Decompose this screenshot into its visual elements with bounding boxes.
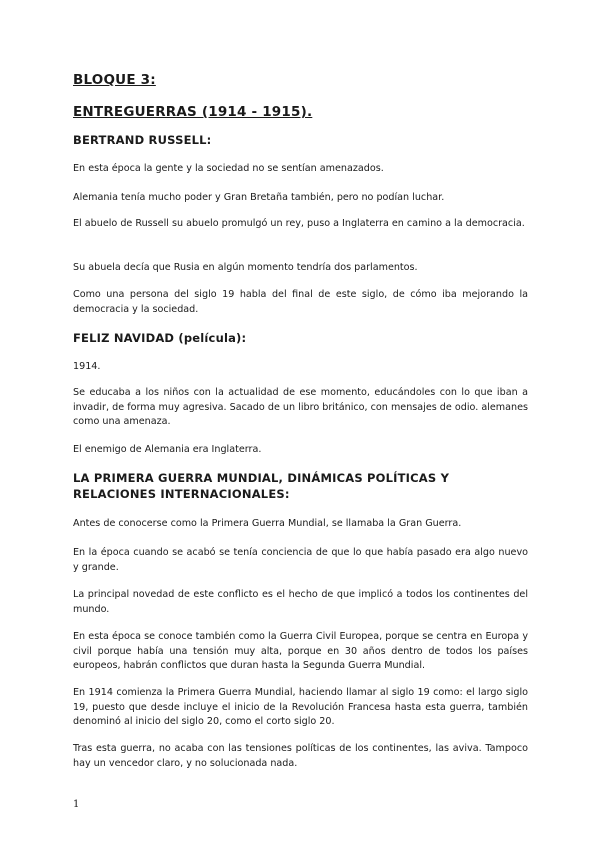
- paragraph: En esta época se conoce también como la Guerra Civil Europea, porque se centra en Europa y civil porque había una tensión muy alta, porque en 30 años dentro de todos los países europeos, habrán conflictos que duran hasta la Segunda Guerra Mundial.: [73, 631, 528, 672]
- paragraph: Se educaba a los niños con la actualidad de ese momento, educándoles con lo que iban a invadir, de forma muy agresiva. Sacado de un libro británico, con mensajes de odio. alemanes como una amenaza.: [73, 387, 528, 428]
- section-heading-primera-guerra-mundial: LA PRIMERA GUERRA MUNDIAL, DINÁMICAS POLÍTICAS Y RELACIONES INTERNACIONALES:: [73, 471, 450, 501]
- paragraph: Como una persona del siglo 19 habla del final de este siglo, de cómo iba mejorando la democracia y la sociedad.: [73, 289, 528, 315]
- paragraph: Su abuela decía que Rusia en algún momento tendría dos parlamentos.: [73, 262, 418, 273]
- paragraph: 1914.: [73, 361, 101, 372]
- era-title: ENTREGUERRAS (1914 - 1915).: [73, 104, 313, 120]
- paragraph: Antes de conocerse como la Primera Guerra Mundial, se llamaba la Gran Guerra.: [73, 518, 462, 529]
- block-title: BLOQUE 3:: [73, 72, 156, 88]
- section-heading-feliz-navidad: FELIZ NAVIDAD (película):: [73, 331, 247, 345]
- page-number: 1: [73, 799, 80, 810]
- paragraph: Tras esta guerra, no acaba con las tensiones políticas de los continentes, las aviva. Tampoco hay un vencedor claro, y no solucionada nada.: [73, 743, 528, 769]
- paragraph: El enemigo de Alemania era Inglaterra.: [73, 444, 262, 455]
- paragraph: En la época cuando se acabó se tenía conciencia de que lo que había pasado era algo nuevo y grande.: [73, 547, 528, 573]
- section-heading-bertrand-russell: BERTRAND RUSSELL:: [73, 133, 212, 147]
- paragraph: En esta época la gente y la sociedad no se sentían amenazados.: [73, 163, 384, 174]
- paragraph: Alemania tenía mucho poder y Gran Bretaña también, pero no podían luchar.: [73, 192, 445, 203]
- paragraph: En 1914 comienza la Primera Guerra Mundial, haciendo llamar al siglo 19 como: el largo siglo 19, puesto que desde incluye el inicio de la Revolución Francesa hasta esta guerra, también denominó al inicio del siglo 20, como el corto siglo 20.: [73, 687, 528, 728]
- paragraph: El abuelo de Russell su abuelo promulgó un rey, puso a Inglaterra en camino a la democracia.: [73, 218, 525, 229]
- paragraph: La principal novedad de este conflicto es el hecho de que implicó a todos los continentes del mundo.: [73, 589, 528, 615]
